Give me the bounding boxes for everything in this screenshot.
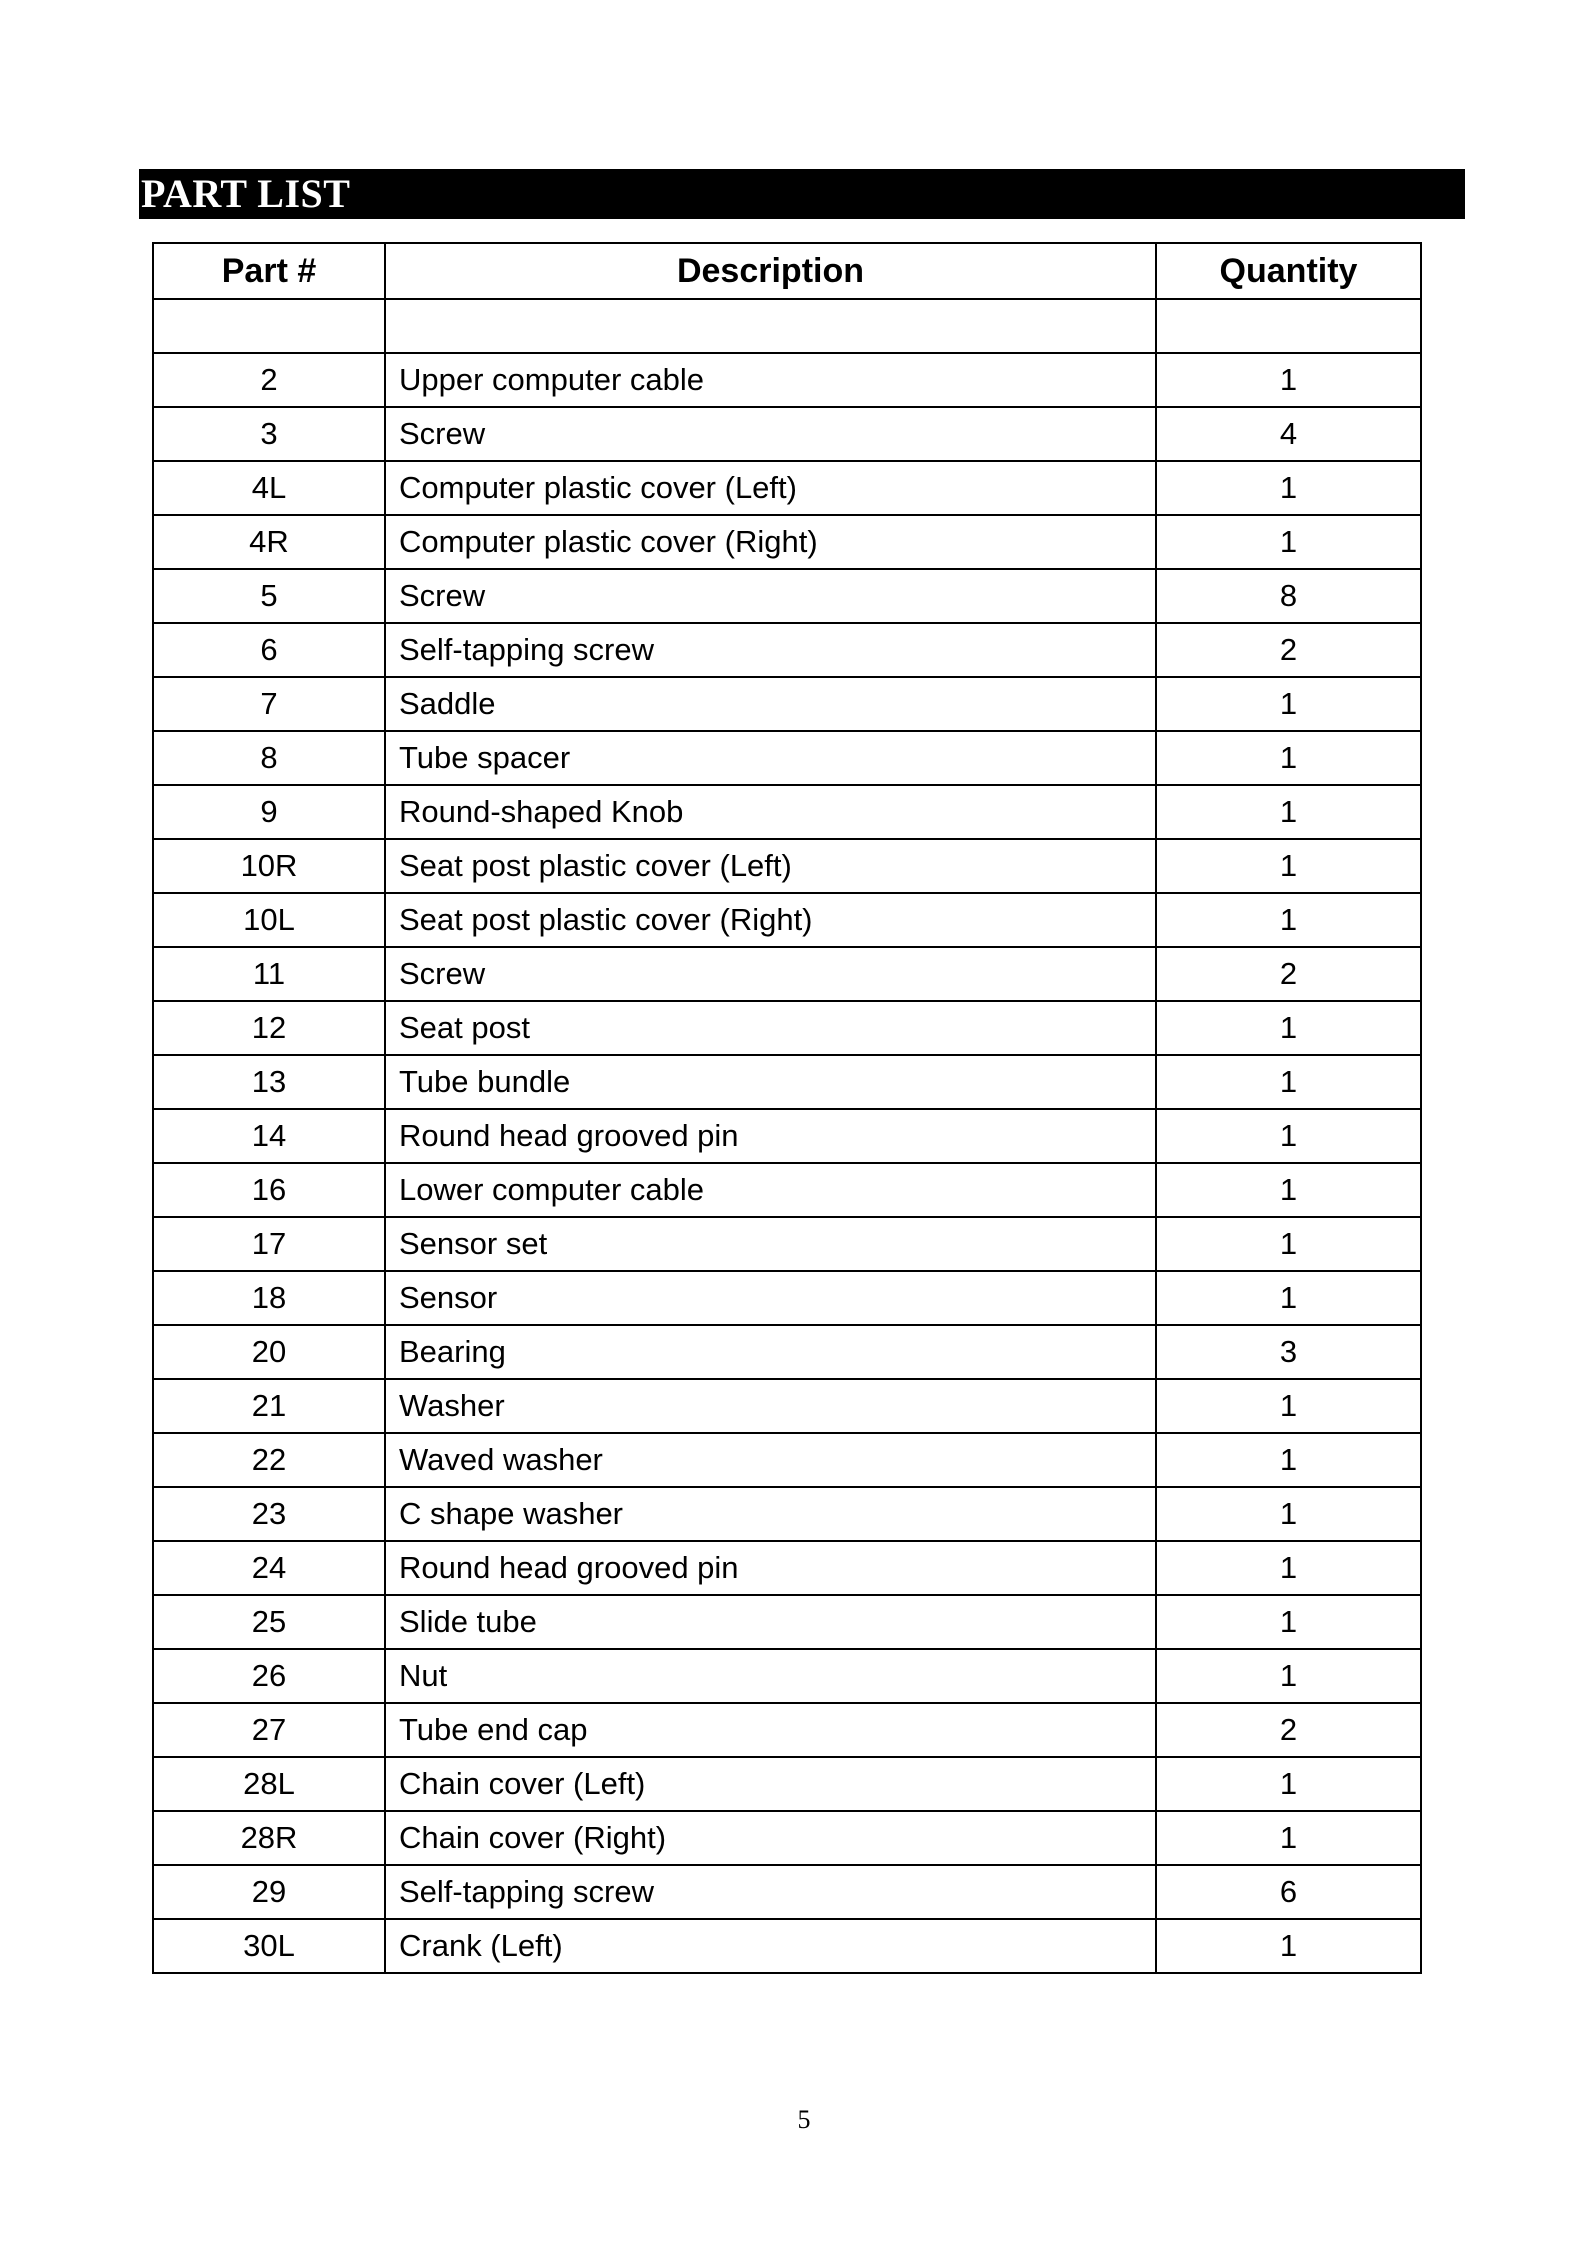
part-number-cell: 9 bbox=[153, 785, 385, 839]
part-number-cell: 10L bbox=[153, 893, 385, 947]
parts-table bbox=[152, 242, 1422, 1974]
part-number-cell: 22 bbox=[153, 1433, 385, 1487]
quantity-cell: 2 bbox=[1156, 1703, 1421, 1757]
table-row bbox=[153, 1325, 1421, 1379]
description-cell: Washer bbox=[385, 1379, 1156, 1433]
table-row bbox=[153, 1541, 1421, 1595]
table-row bbox=[153, 1487, 1421, 1541]
description-cell: Computer plastic cover (Right) bbox=[385, 515, 1156, 569]
part-number-cell: 21 bbox=[153, 1379, 385, 1433]
table-row bbox=[153, 407, 1421, 461]
table-row bbox=[153, 1109, 1421, 1163]
table-row bbox=[153, 515, 1421, 569]
description-cell: Round-shaped Knob bbox=[385, 785, 1156, 839]
part-number-cell: 16 bbox=[153, 1163, 385, 1217]
description-cell: Nut bbox=[385, 1649, 1156, 1703]
table-row bbox=[153, 677, 1421, 731]
description-cell: Round head grooved pin bbox=[385, 1109, 1156, 1163]
description-cell: Lower computer cable bbox=[385, 1163, 1156, 1217]
part-number-cell: 5 bbox=[153, 569, 385, 623]
description-cell: Crank (Left) bbox=[385, 1919, 1156, 1973]
table-row bbox=[153, 731, 1421, 785]
table-row bbox=[153, 1865, 1421, 1919]
quantity-cell: 1 bbox=[1156, 1055, 1421, 1109]
section-title: PART LIST bbox=[141, 171, 351, 216]
part-number-cell: 23 bbox=[153, 1487, 385, 1541]
part-number-cell: 28L bbox=[153, 1757, 385, 1811]
description-cell: Chain cover (Left) bbox=[385, 1757, 1156, 1811]
table-row bbox=[153, 839, 1421, 893]
table-row bbox=[153, 1757, 1421, 1811]
part-number-cell: 17 bbox=[153, 1217, 385, 1271]
quantity-cell: 1 bbox=[1156, 1919, 1421, 1973]
table-row bbox=[153, 893, 1421, 947]
part-number-cell: 29 bbox=[153, 1865, 385, 1919]
part-number-cell: 24 bbox=[153, 1541, 385, 1595]
table-header-row bbox=[153, 243, 1421, 299]
quantity-cell: 4 bbox=[1156, 407, 1421, 461]
quantity-cell: 1 bbox=[1156, 1109, 1421, 1163]
quantity-cell: 1 bbox=[1156, 461, 1421, 515]
quantity-cell: 1 bbox=[1156, 1217, 1421, 1271]
description-cell: Chain cover (Right) bbox=[385, 1811, 1156, 1865]
description-cell: Sensor bbox=[385, 1271, 1156, 1325]
description-cell: Computer plastic cover (Left) bbox=[385, 461, 1156, 515]
part-number-cell: 30L bbox=[153, 1919, 385, 1973]
quantity-cell: 3 bbox=[1156, 1325, 1421, 1379]
quantity-cell: 1 bbox=[1156, 1379, 1421, 1433]
table-row bbox=[153, 1649, 1421, 1703]
quantity-cell: 1 bbox=[1156, 785, 1421, 839]
table-row bbox=[153, 569, 1421, 623]
table-row bbox=[153, 1217, 1421, 1271]
quantity-cell: 1 bbox=[1156, 1541, 1421, 1595]
part-number-cell: 3 bbox=[153, 407, 385, 461]
quantity-cell: 2 bbox=[1156, 947, 1421, 1001]
table-row bbox=[153, 1811, 1421, 1865]
part-number-cell: 7 bbox=[153, 677, 385, 731]
description-cell: Tube spacer bbox=[385, 731, 1156, 785]
table-row bbox=[153, 1433, 1421, 1487]
table-row bbox=[153, 461, 1421, 515]
quantity-cell: 1 bbox=[1156, 1757, 1421, 1811]
quantity-cell: 1 bbox=[1156, 839, 1421, 893]
quantity-cell: 8 bbox=[1156, 569, 1421, 623]
description-cell: Screw bbox=[385, 407, 1156, 461]
description-cell: Screw bbox=[385, 947, 1156, 1001]
table-row bbox=[153, 1703, 1421, 1757]
table-row bbox=[153, 1055, 1421, 1109]
table-row bbox=[153, 1163, 1421, 1217]
part-number-cell: 10R bbox=[153, 839, 385, 893]
description-cell: Waved washer bbox=[385, 1433, 1156, 1487]
header-description: Description bbox=[385, 243, 1156, 299]
part-number-cell: 14 bbox=[153, 1109, 385, 1163]
quantity-cell: 1 bbox=[1156, 1487, 1421, 1541]
quantity-cell: 1 bbox=[1156, 353, 1421, 407]
description-cell: Upper computer cable bbox=[385, 353, 1156, 407]
page-number: 5 bbox=[797, 2105, 811, 2134]
quantity-cell: 1 bbox=[1156, 1595, 1421, 1649]
part-number-cell: 26 bbox=[153, 1649, 385, 1703]
table-row bbox=[153, 1001, 1421, 1055]
quantity-cell: 1 bbox=[1156, 677, 1421, 731]
table-row bbox=[153, 623, 1421, 677]
quantity-cell: 1 bbox=[1156, 1163, 1421, 1217]
description-cell: Round head grooved pin bbox=[385, 1541, 1156, 1595]
header-quantity: Quantity bbox=[1156, 243, 1421, 299]
description-cell: Self-tapping screw bbox=[385, 1865, 1156, 1919]
quantity-cell: 1 bbox=[1156, 1649, 1421, 1703]
part-number-cell: 8 bbox=[153, 731, 385, 785]
table-row bbox=[153, 1919, 1421, 1973]
part-number-cell: 2 bbox=[153, 353, 385, 407]
part-number-cell: 12 bbox=[153, 1001, 385, 1055]
quantity-cell: 1 bbox=[1156, 1433, 1421, 1487]
table-row bbox=[153, 947, 1421, 1001]
quantity-cell: 1 bbox=[1156, 515, 1421, 569]
table-row bbox=[153, 785, 1421, 839]
description-cell: C shape washer bbox=[385, 1487, 1156, 1541]
description-cell: Seat post bbox=[385, 1001, 1156, 1055]
part-number-cell: 28R bbox=[153, 1811, 385, 1865]
quantity-cell: 1 bbox=[1156, 893, 1421, 947]
part-number-cell: 4L bbox=[153, 461, 385, 515]
table-row bbox=[153, 1379, 1421, 1433]
description-cell: Saddle bbox=[385, 677, 1156, 731]
header-part-number: Part # bbox=[153, 243, 385, 299]
table-row bbox=[153, 353, 1421, 407]
part-number-cell: 4R bbox=[153, 515, 385, 569]
description-cell: Seat post plastic cover (Right) bbox=[385, 893, 1156, 947]
description-cell: Tube bundle bbox=[385, 1055, 1156, 1109]
part-number-cell: 6 bbox=[153, 623, 385, 677]
parts-table-body bbox=[153, 299, 1421, 1973]
description-cell: Slide tube bbox=[385, 1595, 1156, 1649]
part-number-cell: 27 bbox=[153, 1703, 385, 1757]
description-cell: Screw bbox=[385, 569, 1156, 623]
part-number-cell bbox=[153, 299, 385, 353]
quantity-cell: 1 bbox=[1156, 1811, 1421, 1865]
description-cell: Bearing bbox=[385, 1325, 1156, 1379]
description-cell: Tube end cap bbox=[385, 1703, 1156, 1757]
description-cell: Self-tapping screw bbox=[385, 623, 1156, 677]
table-row bbox=[153, 1271, 1421, 1325]
quantity-cell: 6 bbox=[1156, 1865, 1421, 1919]
quantity-cell: 1 bbox=[1156, 1271, 1421, 1325]
quantity-cell: 1 bbox=[1156, 1001, 1421, 1055]
part-number-cell: 13 bbox=[153, 1055, 385, 1109]
description-cell: Seat post plastic cover (Left) bbox=[385, 839, 1156, 893]
part-number-cell: 11 bbox=[153, 947, 385, 1001]
description-cell bbox=[385, 299, 1156, 353]
part-number-cell: 25 bbox=[153, 1595, 385, 1649]
description-cell: Sensor set bbox=[385, 1217, 1156, 1271]
part-number-cell: 20 bbox=[153, 1325, 385, 1379]
quantity-cell: 2 bbox=[1156, 623, 1421, 677]
section-header-bar bbox=[139, 169, 1465, 219]
quantity-cell bbox=[1156, 299, 1421, 353]
table-row bbox=[153, 299, 1421, 353]
table-row bbox=[153, 1595, 1421, 1649]
part-number-cell: 18 bbox=[153, 1271, 385, 1325]
quantity-cell: 1 bbox=[1156, 731, 1421, 785]
